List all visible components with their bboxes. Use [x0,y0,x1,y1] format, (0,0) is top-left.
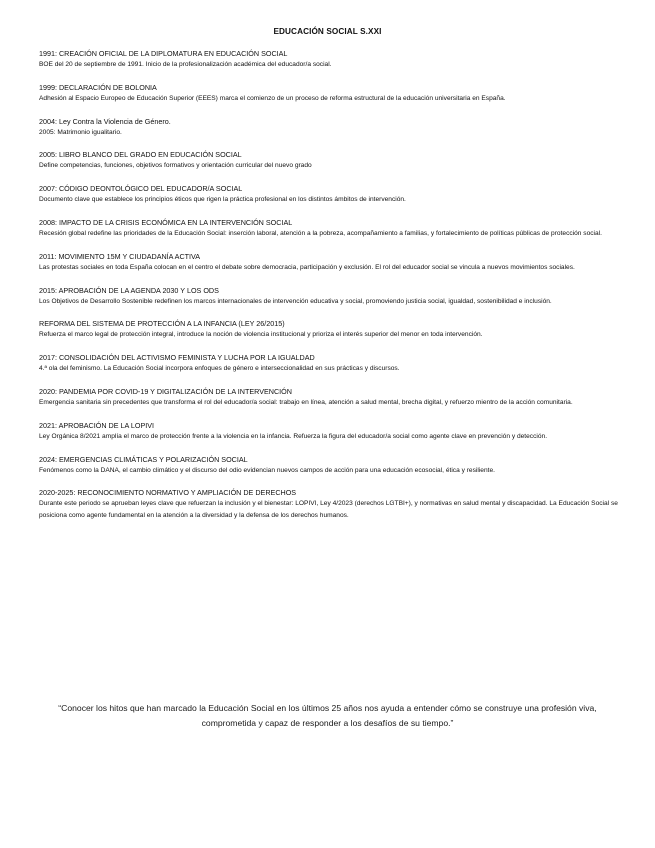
timeline-entry [39,184,619,205]
entry-body: Durante este periodo se aprueban leyes clave que refuerzan la inclusión y el bienestar: LOPIVI, Ley 4/2023 (derechos LGTBI+), y normativas en salud mental y discapacidad. La Educación Social se posiciona como agente fundamental en la atención a la diversidad y la defensa de los derechos humanos. [39,500,618,519]
entry-body: Documento clave que establece los principios éticos que rigen la práctica profesional en los distintos ámbitos de intervención. [39,196,406,204]
entry-heading: 2004: Ley Contra la Violencia de Género. [39,116,171,126]
entry-heading: 2020: PANDEMIA POR COVID-19 Y DIGITALIZACIÓN DE LA INTERVENCIÓN [39,386,292,396]
entry-heading: 2008: IMPACTO DE LA CRISIS ECONÓMICA EN LA INTERVENCIÓN SOCIAL [39,217,293,227]
timeline-entry [39,455,619,476]
closing-quote: “Conocer los hitos que han marcado la Educación Social en los últimos 25 años nos ayuda a entender cómo se construye una profesión viva, comprometida y capaz de responder a los desafíos de su tiempo.” [58,703,597,728]
timeline-entry [39,150,619,171]
entry-body: Emergencia sanitaria sin precedentes que transforma el rol del educador/a social: trabajo en línea, atención a salud mental, brecha digital, y refuerzo mientro de la acción comunitaria. [39,398,573,406]
entry-heading: 2020-2025: RECONOCIMIENTO NORMATIVO Y AMPLIACIÓN DE DERECHOS [39,488,297,498]
entry-heading: 2024: EMERGENCIAS CLIMÁTICAS Y POLARIZACIÓN SOCIAL [39,454,248,464]
entry-body: BOE del 20 de septiembre de 1991. Inicio de la profesionalización académica del educador/a social. [39,61,332,68]
entry-body: Define competencias, funciones, objetivos formativos y orientación curricular del nuevo grado [39,162,312,170]
entry-heading: 2017: CONSOLIDACIÓN DEL ACTIVISMO FEMINISTA Y LUCHA POR LA IGUALDAD [39,353,315,363]
entry-body: Fenómenos como la DANA, el cambio climático y el discurso del odio evidencian nuevos campos de acción para una educación ecosocial, ética y resiliente. [39,466,495,474]
entry-body: 4.ª ola del feminismo. La Educación Social incorpora enfoques de género e interseccionalidad en sus prácticas y discursos. [39,365,400,373]
entry-heading: 2011: MOVIMIENTO 15M Y CIUDADANÍA ACTIVA [39,251,201,261]
entry-body: 2005: Matrimonio igualitario. [39,128,122,136]
entry-heading: 2015: APROBACIÓN DE LA AGENDA 2030 Y LOS ODS [39,285,219,295]
timeline-entry [39,421,619,442]
timeline-entry [39,353,619,374]
entry-heading: 2005: LIBRO BLANCO DEL GRADO EN EDUCACIÓN SOCIAL [39,150,242,160]
entry-body: Adhesión al Espacio Europeo de Educación Superior (EEES) marca el comienzo de un proceso de reforma estructural de la educación universitaria en España. [39,94,506,102]
entry-heading: REFORMA DEL SISTEMA DE PROTECCIÓN A LA INFANCIA (LEY 26/2015) [39,319,285,329]
entry-body: Refuerza el marco legal de protección integral, introduce la noción de violencia institucional y prioriza el interés superior del menor en toda intervención. [39,331,483,339]
document-title: EDUCACIÓN SOCIAL S.XXI [273,27,382,36]
timeline-entry [39,387,619,408]
timeline-entry [39,49,619,70]
timeline-entry [39,83,619,104]
timeline-entry [39,286,619,307]
entry-body: Los Objetivos de Desarrollo Sostenible redefinen los marcos internacionales de intervención educativa y social, promoviendo justicia social, igualdad, sostenibilidad e inclusión. [39,297,552,305]
timeline-entry [39,117,619,138]
timeline-entry [39,252,619,273]
timeline-entry [39,218,619,239]
entry-heading: 1999: DECLARACIÓN DE BOLONIA [39,82,157,92]
timeline-entries [39,49,619,533]
entry-heading: 2007: CÓDIGO DEONTOLÓGICO DEL EDUCADOR/A SOCIAL [39,184,243,194]
entry-heading: 1991: CREACIÓN OFICIAL DE LA DIPLOMATURA EN EDUCACIÓN SOCIAL [39,49,288,58]
entry-heading: 2021: APROBACIÓN DE LA LOPIVI [39,420,155,430]
timeline-entry [39,488,619,520]
entry-body: Ley Orgánica 8/2021 amplía el marco de protección frente a la violencia en la infancia. Refuerza la figura del educador/a social como agente clave en prevención y detección. [39,432,548,440]
entry-body: Las protestas sociales en toda España colocan en el centro el debate sobre democracia, participación y exclusión. El rol del educador social se vincula a nuevos movimientos sociales. [39,263,575,271]
entry-body: Recesión global redefine las prioridades de la Educación Social: inserción laboral, atención a la pobreza, acompañamiento a familias, y fortalecimiento de políticas públicas de protección social. [39,229,602,237]
timeline-entry [39,319,619,340]
